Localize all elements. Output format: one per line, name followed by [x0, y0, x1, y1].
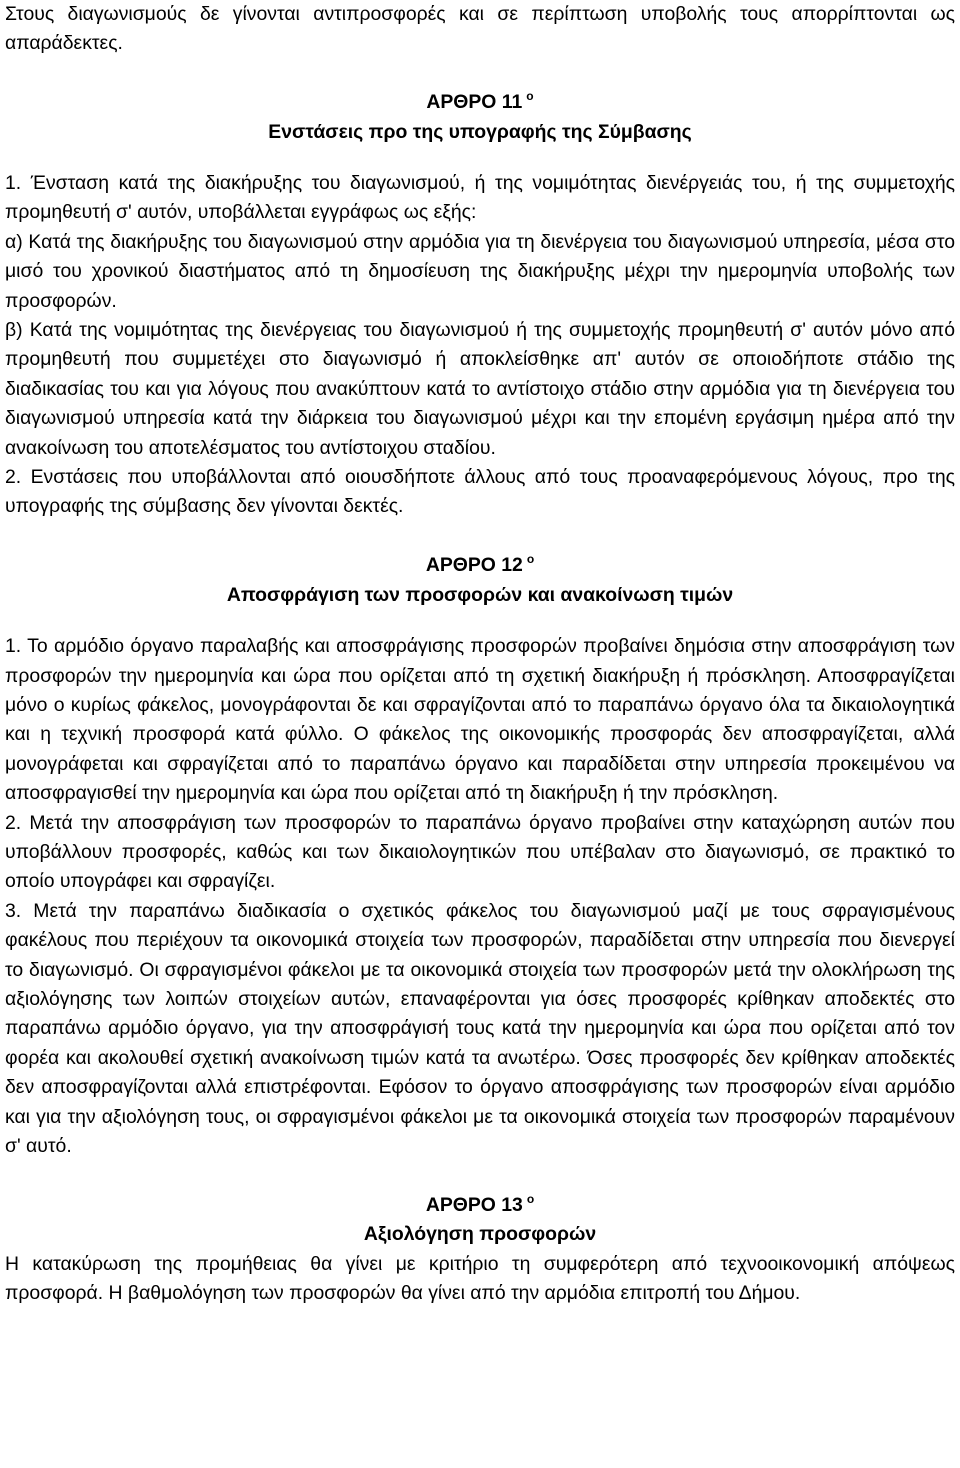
article-11-paragraph-4: 2. Ενστάσεις που υποβάλλονται από οιουσδήποτε άλλους από τους προαναφερόμενους λόγους, προ της υπογραφής της σύμβασης δεν γίνονται δεκτές.: [5, 466, 955, 518]
article-12-heading: [5, 551, 955, 580]
article-11-paragraph-2: α) Κατά της διακήρυξης του διαγωνισμού στην αρμόδια για τη διενέργεια του διαγωνισμού υπηρεσία, μέσα στο μισό του χρονικού διαστήματος από τη δημοσίευση της διακήρυξης μέχρι την ημερομηνία υποβολής των προσφορών.: [5, 230, 955, 312]
article-13-paragraph-1: Η κατακύρωση της προμήθειας θα γίνει με κριτήριο τη συμφερότερη από τεχνοοικονομική απόψεως προσφορά. Η βαθμολόγηση των προσφορών θα γίνει από την αρμόδια επιτροπή του Δήμου.: [5, 1252, 955, 1305]
article-12-paragraph-2: 2. Μετά την αποσφράγιση των προσφορών το παραπάνω όργανο προβαίνει στην καταχώρηση αυτών που υποβάλλουν προσφορές, καθώς και των δικαιολογητικών που υπέβαλαν στο διαγωνισμό, σε πρακτικό το οποίο υπογράφει και σφραγίζει.: [5, 811, 955, 893]
spacer: [5, 522, 955, 551]
article-12-title: Αποσφράγιση των προσφορών και ανακοίνωση τιμών: [226, 583, 734, 606]
article-13-title: Αξιολόγηση προσφορών: [363, 1223, 597, 1246]
article-12-paragraph-3: 3. Μετά την παραπάνω διαδικασία ο σχετικός φάκελος του διαγωνισμού μαζί με τους σφραγισμένους φακέλους που περιέχουν τα οικονομικά στοιχεία των προσφορών, παραδίδεται στην υπηρεσία που διενεργεί το διαγωνισμό. Οι σφραγισμένοι φάκελοι με τα οικονομικά στοιχεία των προσφορών μετά την ολοκλήρωση της αξιολόγησης των λοιπών στοιχείων αυτών, επαναφέρονται για όσες προσφορές κρίθηκαν αποδεκτές στο παραπάνω αρμόδιο όργανο, για την αποσφράγισή τους κατά την ημερομηνία και ώρα που ορίζεται από τον φορέα και ακολουθεί σχετική ανακοίνωση τιμών κατά τα ανωτέρω. Όσες προσφορές δεν κρίθηκαν αποδεκτές δεν αποσφραγίζονται αλλά επιστρέφονται. Εφόσον το όργανο αποσφράγισης των προσφορών είναι αρμόδιο και για την αξιολόγηση τους, οι σφραγισμένοι φάκελοι με τα οικονομικά στοιχεία των προσφορών παραμένουν σ' αυτό.: [5, 899, 955, 1157]
article-12-ordinal: ο: [526, 552, 535, 567]
spacer: [5, 610, 955, 632]
article-13-number: ΑΡΘΡΟ 13: [425, 1193, 523, 1216]
spacer: [5, 147, 955, 169]
article-11-paragraph-1: 1. Ένσταση κατά της διακήρυξης του διαγωνισμού, ή της νομιμότητας διενέργειάς του, ή της συμμετοχής προμηθευτή σ' αυτόν, υποβάλλεται εγγράφως ως εξής:: [5, 172, 955, 224]
article-12-paragraph-1: 1. Το αρμόδιο όργανο παραλαβής και αποσφράγισης προσφορών προβαίνει δημόσια στην αποσφράγιση των προσφορών την ημερομηνία και ώρα που ορίζεται από τη σχετική διακήρυξη ή πρόσκληση. Αποσφραγίζεται μόνο ο κυρίως φάκελος, μονογράφονται δε και σφραγίζονται από το παραπάνω όργανο όλα τα δικαιολογητικά και η τεχνική προσφορά κατά φύλλο. Ο φάκελος της οικονομικής προσφοράς δεν αποσφραγίζεται, αλλά μονογράφεται και σφραγίζεται από το παραπάνω όργανο και παραδίδεται στην υπηρεσία προκειμένου να αποσφραγισθεί την ημερομηνία και ώρα που ορίζεται από τη διακήρυξη ή την πρόσκληση.: [5, 635, 955, 805]
intro-paragraph: Στους διαγωνισμούς δε γίνονται αντιπροσφορές και σε περίπτωση υποβολής τους απορρίπτονται ως απαράδεκτες.: [5, 3, 955, 55]
spacer: [5, 1161, 955, 1190]
article-11-paragraph-3: β) Κατά της νομιμότητας της διενέργειας του διαγωνισμού ή της συμμετοχής προμηθευτή σ' αυτόν μόνο από προμηθευτή που συμμετέχει στο διαγωνισμό ή αποκλείσθηκε απ' αυτόν σε οποιοδήποτε στάδιο της διαδικασίας του και για λόγους που ανακύπτουν κατά το αντίστοιχο στάδιο στην αρμόδια για τη διενέργεια του διαγωνισμού υπηρεσία κατά την διάρκεια του διαγωνισμού μέχρι και την επομένη εργάσιμη ημέρα από την ανακοίνωση του αποτελέσματος του αντίστοιχου σταδίου.: [5, 319, 955, 459]
article-12-number: ΑΡΘΡΟ 12: [425, 554, 523, 577]
document-page: [5, 0, 955, 1308]
article-11-number: ΑΡΘΡΟ 11: [426, 91, 523, 114]
article-11-ordinal: ο: [526, 89, 534, 104]
article-13-ordinal: ο: [526, 1191, 535, 1206]
article-13-heading: [5, 1191, 955, 1220]
article-11-heading: [5, 88, 955, 117]
article-11-title: Ενστάσεις προ της υπογραφής της Σύμβασης: [268, 120, 692, 143]
spacer: [5, 59, 955, 88]
